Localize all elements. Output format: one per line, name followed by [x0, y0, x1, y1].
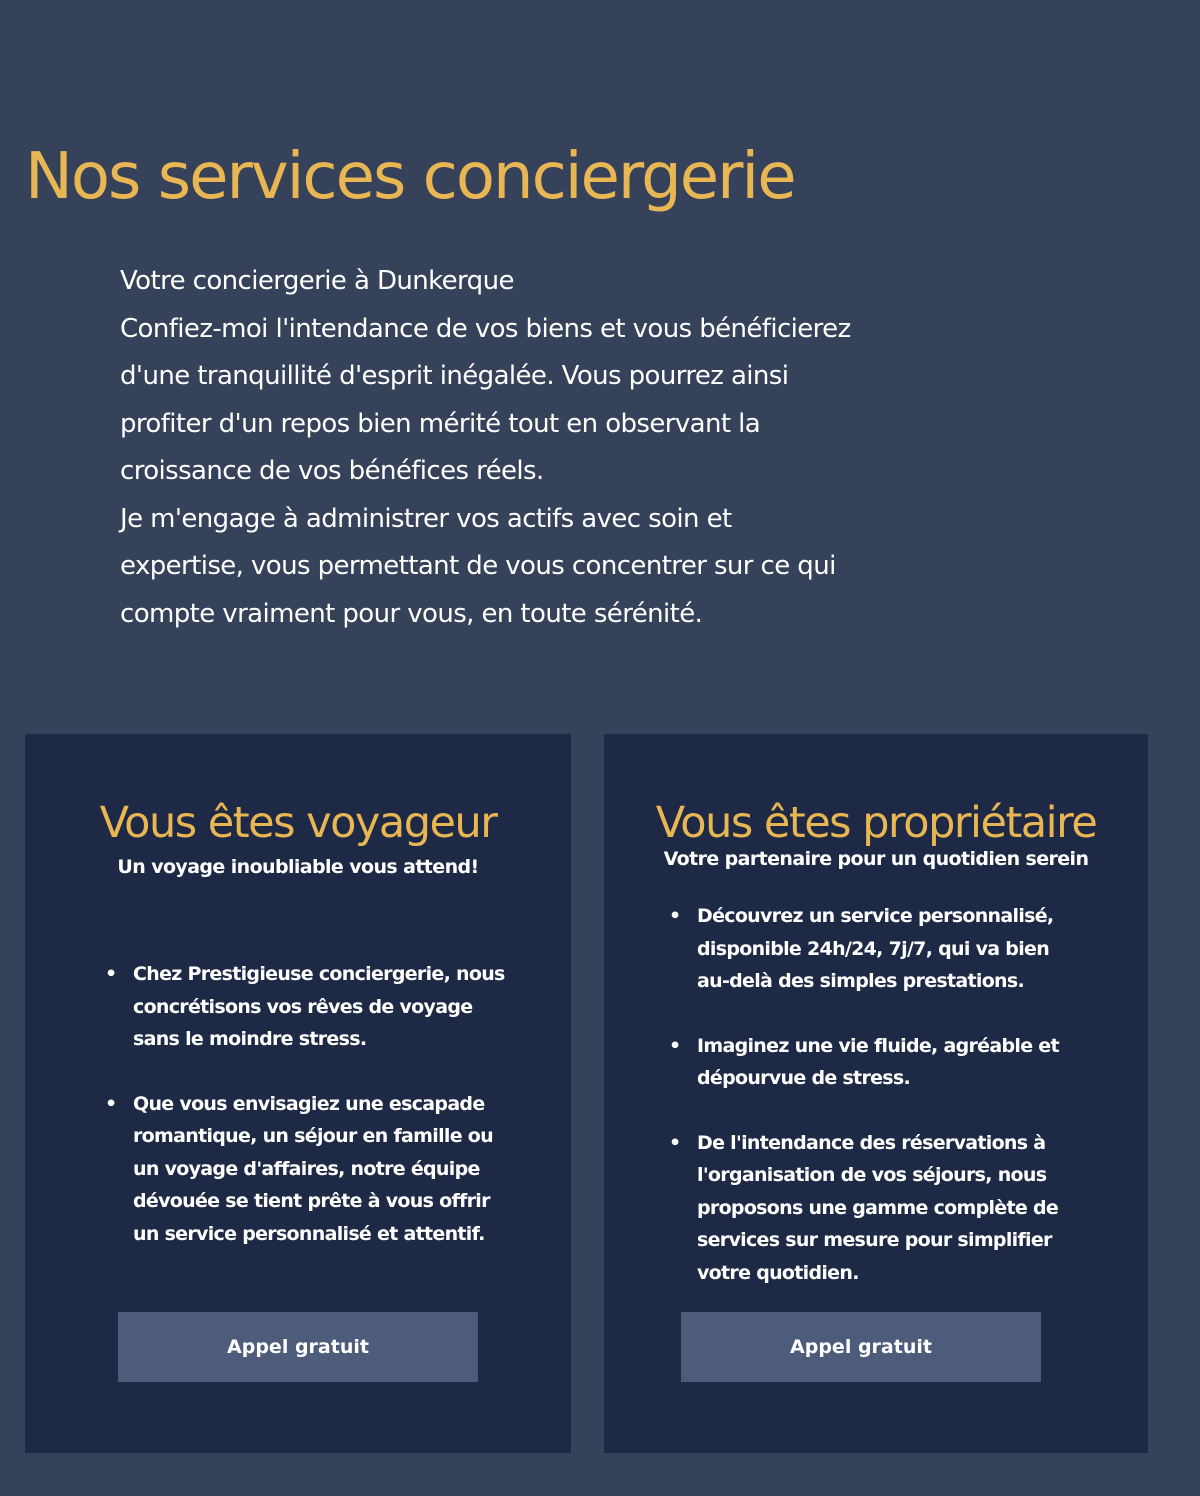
list-item: • Que vous envisagiez une escapade romantique, un séjour en famille ou un voyage d'affaires, notre équipe dévouée se tient prête à vous offrir un service personnalisé et attentif. — [133, 1088, 513, 1251]
intro-paragraph: Confiez-moi l'intendance de vos biens et vous bénéficierez d'une tranquillité d'esprit inégalée. Vous pourrez ainsi profiter d'un repos bien mérité tout en observant la croissance de vos bénéfices réels. — [120, 313, 851, 486]
intro-heading: Votre conciergerie à Dunkerque — [120, 266, 514, 296]
list-item: • Découvrez un service personnalisé, disponible 24h/24, 7j/7, qui va bien au-delà des simples prestations. — [697, 900, 1077, 998]
list-item: • Imaginez une vie fluide, agréable et dépourvue de stress. — [697, 1030, 1077, 1095]
card-title: Vous êtes propriétaire — [655, 798, 1097, 848]
card-subtitle: Un voyage inoubliable vous attend! — [117, 856, 479, 878]
traveler-card — [25, 734, 571, 1453]
intro-paragraph: Je m'engage à administrer vos actifs avec soin et expertise, vous permettant de vous concentrer sur ce qui compte vraiment pour vous, en toute sérénité. — [120, 503, 836, 629]
page-title: Nos services conciergerie — [25, 140, 795, 214]
free-call-button[interactable]: Appel gratuit — [681, 1312, 1041, 1382]
card-title: Vous êtes voyageur — [99, 798, 497, 848]
feature-list — [697, 900, 1077, 1289]
free-call-button[interactable]: Appel gratuit — [118, 1312, 478, 1382]
list-item: • De l'intendance des réservations à l'organisation de vos séjours, nous proposons une gamme complète de services sur mesure pour simplifier votre quotidien. — [697, 1127, 1077, 1290]
card-subtitle: Votre partenaire pour un quotidien serein — [663, 848, 1089, 870]
owner-card — [604, 734, 1148, 1453]
intro-text — [120, 258, 860, 638]
feature-list — [133, 958, 513, 1250]
list-item: • Chez Prestigieuse conciergerie, nous concrétisons vos rêves de voyage sans le moindre stress. — [133, 958, 513, 1056]
